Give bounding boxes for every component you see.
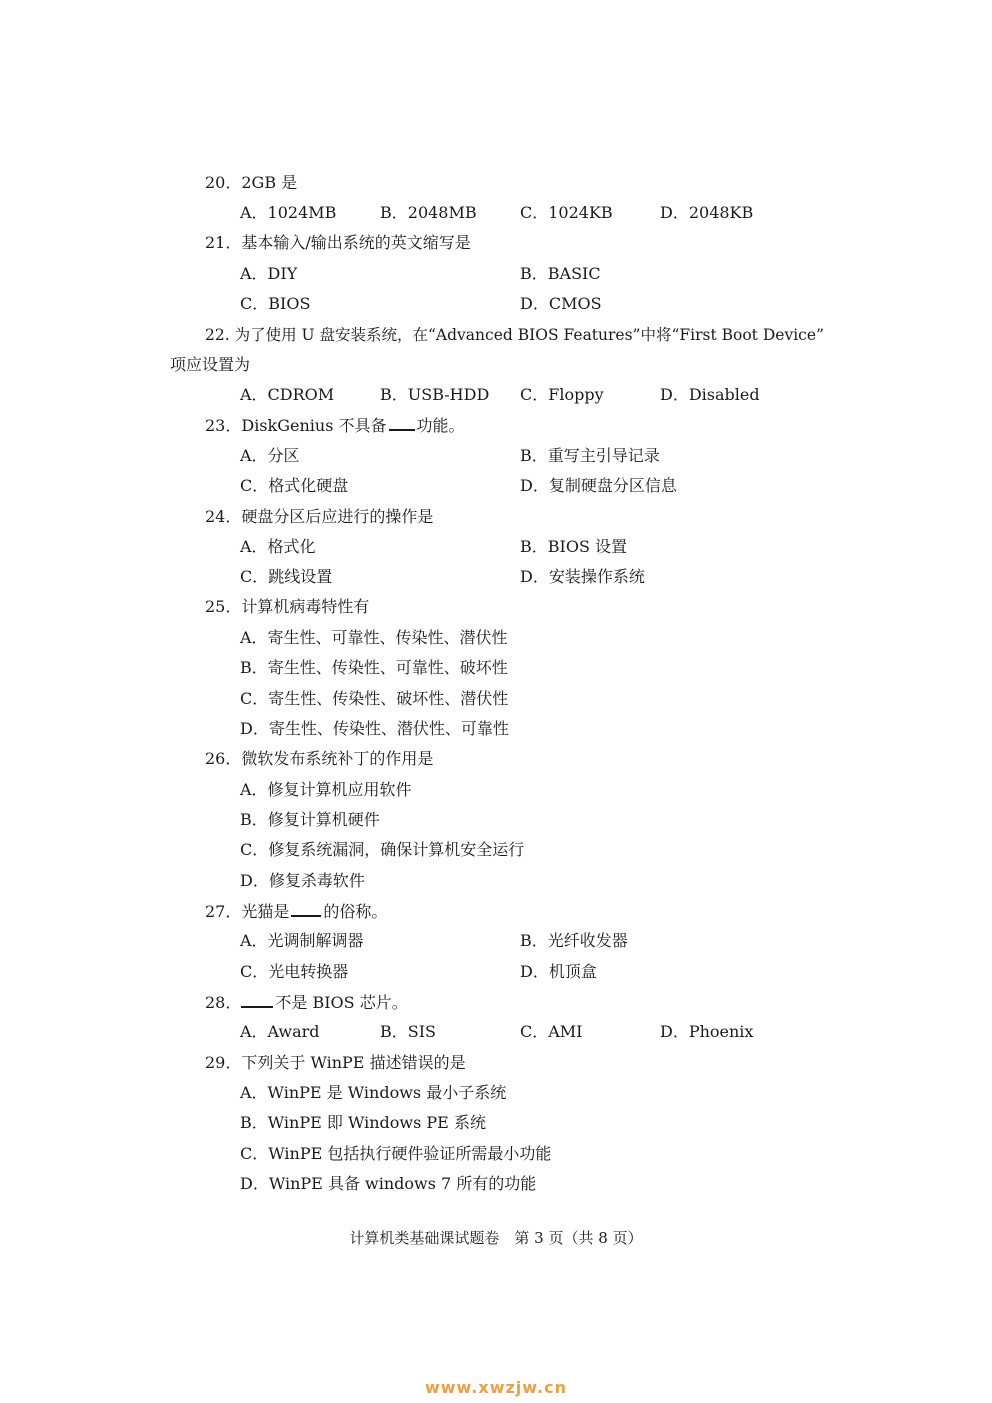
option-20-c: C．1024KB (520, 203, 613, 222)
answer-blank (291, 901, 321, 917)
option-28-d: D．Phoenix (660, 1022, 754, 1041)
option-27-a: A．光调制解调器 (240, 931, 364, 950)
option-24-c: C．跳线设置 (240, 567, 333, 586)
question-22-stem-continued: 项应设置为 (170, 355, 251, 374)
question-21-stem: 21．基本输入/输出系统的英文缩写是 (205, 233, 471, 252)
option-22-c: C．Floppy (520, 385, 604, 404)
option-29-d: D．WinPE 具备 windows 7 所有的功能 (240, 1174, 537, 1193)
option-22-d: D．Disabled (660, 385, 760, 404)
option-20-b: B．2048MB (380, 203, 477, 222)
question-22-stem: 22. 为了使用 U 盘安装系统，在“Advanced BIOS Features”中将“First Boot Device” (205, 326, 824, 344)
option-21-c: C．BIOS (240, 294, 311, 313)
option-20-a: A．1024MB (240, 203, 337, 222)
question-23-stem-post: 功能。 (416, 416, 465, 435)
option-29-c: C．WinPE 包括执行硬件验证所需最小功能 (240, 1144, 552, 1163)
question-29-stem: 29．下列关于 WinPE 描述错误的是 (205, 1053, 466, 1072)
option-26-a: A．修复计算机应用软件 (240, 780, 412, 799)
question-28-stem-post: 不是 BIOS 芯片。 (275, 993, 408, 1012)
option-27-d: D．机顶盒 (520, 962, 597, 981)
option-22-b: B．USB-HDD (380, 385, 490, 404)
option-24-a: A．格式化 (240, 537, 316, 556)
question-27-stem-post: 的俗称。 (323, 902, 388, 921)
question-23-stem-pre: 23．DiskGenius 不具备 (205, 416, 387, 435)
question-25-stem: 25．计算机病毒特性有 (205, 597, 370, 616)
question-20-stem: 20．2GB 是 (205, 173, 298, 192)
option-27-b: B．光纤收发器 (520, 931, 628, 950)
option-29-a: A．WinPE 是 Windows 最小子系统 (240, 1083, 507, 1102)
option-26-d: D．修复杀毒软件 (240, 871, 365, 890)
option-29-b: B．WinPE 即 Windows PE 系统 (240, 1113, 486, 1132)
option-23-a: A．分区 (240, 446, 300, 465)
option-26-c: C．修复系统漏洞，确保计算机安全运行 (240, 840, 525, 859)
answer-blank (241, 992, 273, 1008)
option-22-a: A．CDROM (240, 385, 335, 404)
option-21-d: D．CMOS (520, 294, 602, 313)
question-24-stem: 24．硬盘分区后应进行的操作是 (205, 507, 434, 526)
option-23-c: C．格式化硬盘 (240, 476, 349, 495)
question-27-stem-pre: 27．光猫是 (205, 902, 290, 921)
option-25-a: A．寄生性、可靠性、传染性、潜伏性 (240, 628, 508, 647)
question-28-stem-pre: 28． (205, 993, 242, 1012)
option-21-b: B．BASIC (520, 264, 601, 283)
option-25-c: C．寄生性、传染性、破坏性、潜伏性 (240, 689, 509, 708)
option-28-c: C．AMI (520, 1022, 583, 1041)
question-28-stem (205, 992, 408, 1013)
option-20-d: D．2048KB (660, 203, 754, 222)
option-28-b: B．SIS (380, 1022, 437, 1041)
watermark-link[interactable]: www.xwzjw.cn (424, 1378, 567, 1397)
option-26-b: B．修复计算机硬件 (240, 810, 380, 829)
option-21-a: A．DIY (240, 264, 298, 283)
option-24-d: D．安装操作系统 (520, 567, 645, 586)
option-23-b: B．重写主引导记录 (520, 446, 660, 465)
option-25-d: D．寄生性、传染性、潜伏性、可靠性 (240, 719, 509, 738)
page-footer: 计算机类基础课试题卷 第 3 页（共 8 页） (349, 1229, 643, 1247)
option-24-b: B．BIOS 设置 (520, 537, 628, 556)
answer-blank (389, 415, 415, 431)
option-25-b: B．寄生性、传染性、可靠性、破坏性 (240, 658, 508, 677)
option-23-d: D．复制硬盘分区信息 (520, 476, 677, 495)
option-27-c: C．光电转换器 (240, 962, 349, 981)
question-27-stem (205, 901, 387, 922)
question-23-stem (205, 415, 465, 436)
question-26-stem: 26．微软发布系统补丁的作用是 (205, 749, 434, 768)
option-28-a: A．Award (240, 1022, 320, 1041)
